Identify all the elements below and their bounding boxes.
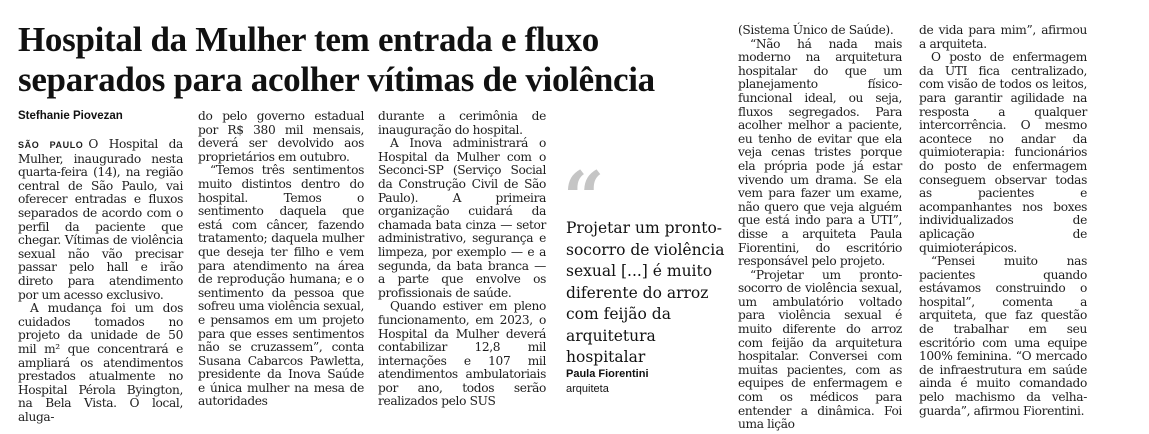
pull-quote-author: Paula Fiorentini — [566, 368, 649, 380]
paragraph: A mudança foi um dos cuidados tomados no projeto da unidade de 50 mil m² que concentrará e ampliará os atendimentos prestados atualmente no Hospital Pérola Byington, na Bela Vista. O local, aluga- — [18, 301, 183, 424]
quote-mark-icon: “ — [563, 155, 605, 240]
pull-quote-role: arquiteta — [566, 383, 609, 395]
paragraph: (Sistema Único de Saúde). — [738, 23, 894, 37]
column-3 — [378, 110, 546, 409]
headline: Hospital da Mulher tem entrada e fluxo separados para acolher vítimas de violência — [18, 20, 655, 99]
paragraph: A Inova administrará o Hospital da Mulher com o Seconci-SP (Serviço Social da Construção Civil de São Paulo). A primeira organização cuidará da chamada bata cinza — setor administrativo, segurança e limpeza, por exemplo — e a segunda, da bata branca — a parte que envolve os profissionais de saúde. — [378, 136, 546, 300]
column-2 — [198, 110, 364, 409]
column-5 — [738, 24, 902, 432]
paragraph: “Pensei muito nas pacientes quando estávamos construindo o hospital”, comenta a arquiteta, que faz questão de trabalhar em seu escritório com uma equipe 100% feminina. “O mercado de infraestrutura em saúde ainda é muito comandado pelo machismo da velha-guarda”, afirmou Fiorentini. — [919, 254, 1087, 418]
paragraph: durante a cerimônia de inauguração do hospital. — [378, 109, 546, 137]
paragraph: de vida para mim”, afirmou a arquiteta. — [919, 23, 1087, 51]
column-1 — [18, 138, 183, 424]
paragraph — [18, 138, 183, 302]
paragraph: O posto de enfermagem da UTI fica centralizado, com visão de todos os leitos, para garantir agilidade na resposta a qualquer intercorrência. O mesmo acontece no andar da quimioterapia: funcionários do posto de enfermagem conseguem observar todas as pacientes e acompanhantes nos boxes individualizados de aplicação de quimioterápicos. — [919, 50, 1087, 255]
paragraph: “Temos três sentimentos muito distintos dentro do hospital. Temos o sentimento daquela que está com câncer, fazendo tratamento; daquela mulher que deseja ter filho e vem para atendimento na área de reprodução humana; e o sentimento da pessoa que sofreu uma violência sexual, e pensamos em um projeto para que esses sentimentos não se cruzassem”, conta Susana Cabarcos Pawletta, presidente da Inova Saúde e única mulher na mesa de autoridades — [198, 163, 364, 409]
dateline: SÃO PAULO — [18, 140, 84, 150]
paragraph: “Não há nada mais moderno na arquitetura hospitalar do que um planejamento físico-funcional ideal, ou seja, fluxos segregados. Para acolher melhor a paciente, eu tenho de evitar que ela veja cenas tristes porque ela própria pode já estar vivendo um drama. Se ela vem para fazer um exame, não quero que veja alguém que está indo para a UTI”, disse a arquiteta Paula Fiorentini, do escritório responsável pelo projeto. — [738, 36, 902, 269]
byline: Stefhanie Piovezan — [18, 110, 123, 122]
column-6 — [919, 24, 1087, 418]
pull-quote: Projetar um pronto-socorro de violência sexual [...] é muito diferente do arroz com feijão da arquitetura hospitalar — [566, 219, 725, 366]
paragraph: do pelo governo estadual por R$ 380 mil mensais, deverá ser devolvido aos proprietários em outubro. — [198, 109, 364, 164]
paragraph: “Projetar um pronto-socorro de violência sexual, um ambulatório voltado para violência sexual é muito diferente do arroz com feijão da arquitetura hospitalar. Conversei com muitas pacientes, com as equipes de enfermagem e com os médicos para entender a dinâmica. Foi uma lição — [738, 267, 902, 432]
paragraph-text: O Hospital da Mulher, inaugurado nesta quarta-feira (14), na região central de São Paulo, vai oferecer entradas e fluxos separados de acordo com o perfil da paciente que chegar. Vítimas de violência sexual não vão precisar passar pelo hall e irão direto para atendimento por um acesso exclusivo. — [18, 137, 183, 302]
paragraph: Quando estiver em pleno funcionamento, em 2023, o Hospital da Mulher deverá contabilizar 12,8 mil internações e 107 mil atendimentos ambulatoriais por ano, todos serão realizados pelo SUS — [378, 299, 546, 409]
